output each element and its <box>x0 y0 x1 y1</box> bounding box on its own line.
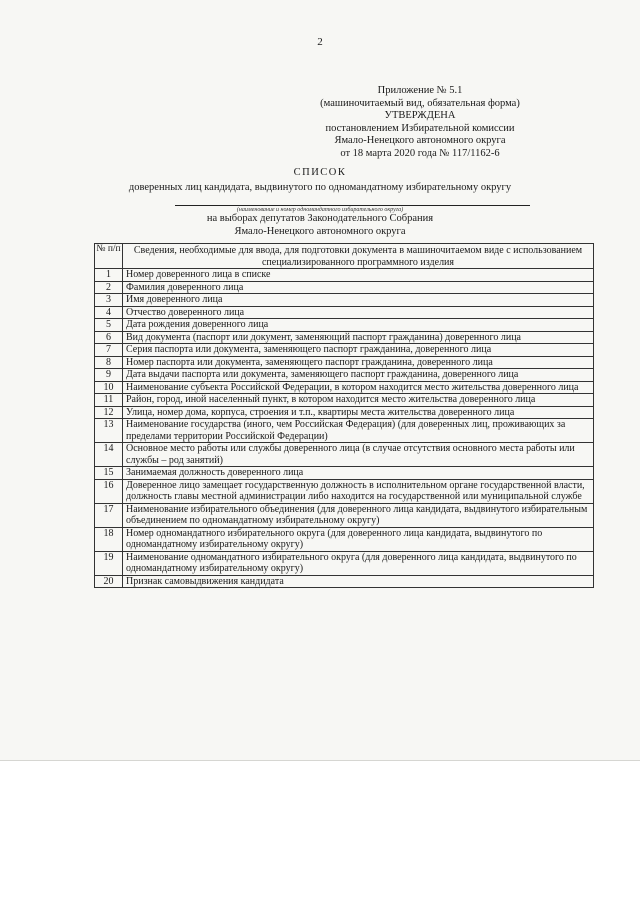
row-field-description: Район, город, иной населенный пункт, в котором находится место жительства доверенного лица <box>123 394 594 407</box>
fields-table <box>94 243 594 588</box>
row-number: 15 <box>95 467 123 480</box>
row-number: 1 <box>95 269 123 282</box>
row-number: 18 <box>95 527 123 551</box>
table-row <box>95 269 594 282</box>
row-field-description: Номер доверенного лица в списке <box>123 269 594 282</box>
table-row <box>95 527 594 551</box>
row-field-description: Серия паспорта или документа, заменяющего паспорт гражданина, доверенного лица <box>123 344 594 357</box>
table-row <box>95 294 594 307</box>
table-row <box>95 503 594 527</box>
table-row <box>95 394 594 407</box>
row-number: 8 <box>95 356 123 369</box>
row-number: 9 <box>95 369 123 382</box>
row-field-description: Номер одномандатного избирательного округа (для доверенного лица кандидата, выдвинутого по одномандатному избирательному округу) <box>123 527 594 551</box>
row-field-description: Фамилия доверенного лица <box>123 281 594 294</box>
row-field-description: Доверенное лицо замещает государственную должность в исполнительном органе государственной власти, должность главы местной администрации либо находится на государственной или муниципальной службе <box>123 479 594 503</box>
table-row <box>95 356 594 369</box>
table-row <box>95 443 594 467</box>
row-field-description: Основное место работы или службы доверенного лица (в случае отсутствия основного места работы или службы – род занятий) <box>123 443 594 467</box>
table-row <box>95 331 594 344</box>
district-name-field-caption: (наименование и номер одномандатного избирательного округа) <box>236 207 404 213</box>
row-field-description: Наименование одномандатного избирательного округа (для доверенного лица кандидата, выдвинутого по одномандатному избирательному округу) <box>123 551 594 575</box>
row-number: 12 <box>95 406 123 419</box>
row-field-description: Вид документа (паспорт или документ, заменяющий паспорт гражданина) доверенного лица <box>123 331 594 344</box>
election-line-1: на выборах депутатов Законодательного Собрания <box>206 213 434 224</box>
document-title: СПИСОК <box>293 167 347 178</box>
district-name-field-line <box>175 205 530 206</box>
row-number: 16 <box>95 479 123 503</box>
table-row <box>95 369 594 382</box>
row-field-description: Дата рождения доверенного лица <box>123 319 594 332</box>
row-field-description: Имя доверенного лица <box>123 294 594 307</box>
election-line-2: Ямало-Ненецкого автономного округа <box>234 226 406 237</box>
table-row <box>95 551 594 575</box>
table-row <box>95 575 594 588</box>
row-number: 3 <box>95 294 123 307</box>
row-field-description: Дата выдачи паспорта или документа, заменяющего паспорт гражданина, доверенного лица <box>123 369 594 382</box>
row-number: 5 <box>95 319 123 332</box>
row-number: 10 <box>95 381 123 394</box>
table-body <box>95 269 594 588</box>
table-row <box>95 344 594 357</box>
row-number: 13 <box>95 419 123 443</box>
blank-margin <box>0 761 640 905</box>
table-row <box>95 381 594 394</box>
row-field-description: Занимаемая должность доверенного лица <box>123 467 594 480</box>
row-field-description: Наименование избирательного объединения (для доверенного лица кандидата, выдвинутого избирательным объединением по одномандатному избирательному округу) <box>123 503 594 527</box>
row-field-description: Наименование государства (иного, чем Российская Федерация) (для доверенных лиц, проживающих за пределами территории Российской Федерации) <box>123 419 594 443</box>
table-row <box>95 281 594 294</box>
header-info: Сведения, необходимые для ввода, для подготовки документа в машиночитаемом виде с использованием специализированного программного изделия <box>123 244 594 269</box>
approved-line: УТВЕРЖДЕНА <box>384 110 456 121</box>
table-row <box>95 306 594 319</box>
page-number: 2 <box>317 36 323 48</box>
row-number: 6 <box>95 331 123 344</box>
form-type-line: (машиночитаемый вид, обязательная форма) <box>320 97 520 109</box>
table-row <box>95 406 594 419</box>
row-field-description: Наименование субъекта Российской Федерации, в котором находится место жительства доверенного лица <box>123 381 594 394</box>
row-field-description: Номер паспорта или документа, заменяющего паспорт гражданина, доверенного лица <box>123 356 594 369</box>
table-row <box>95 467 594 480</box>
header-number: № п/п <box>95 244 123 269</box>
appendix-line: Приложение № 5.1 <box>377 85 463 96</box>
resolution-line: постановлением Избирательной комиссии <box>325 122 515 134</box>
document-subtitle: доверенных лиц кандидата, выдвинутого по одномандатному избирательному округу <box>128 182 512 193</box>
row-number: 17 <box>95 503 123 527</box>
row-number: 7 <box>95 344 123 357</box>
region-line: Ямало-Ненецкого автономного округа <box>334 135 506 146</box>
table-row <box>95 419 594 443</box>
row-number: 20 <box>95 575 123 588</box>
row-number: 2 <box>95 281 123 294</box>
table-row <box>95 479 594 503</box>
row-number: 19 <box>95 551 123 575</box>
row-field-description: Признак самовыдвижения кандидата <box>123 575 594 588</box>
row-field-description: Улица, номер дома, корпуса, строения и т.п., квартиры места жительства доверенного лица <box>123 406 594 419</box>
row-number: 11 <box>95 394 123 407</box>
table-row <box>95 319 594 332</box>
row-field-description: Отчество доверенного лица <box>123 306 594 319</box>
date-number-line: от 18 марта 2020 года № 117/1162-6 <box>340 147 500 159</box>
row-number: 14 <box>95 443 123 467</box>
table-header-row <box>95 244 594 269</box>
row-number: 4 <box>95 306 123 319</box>
approval-block <box>290 85 550 160</box>
